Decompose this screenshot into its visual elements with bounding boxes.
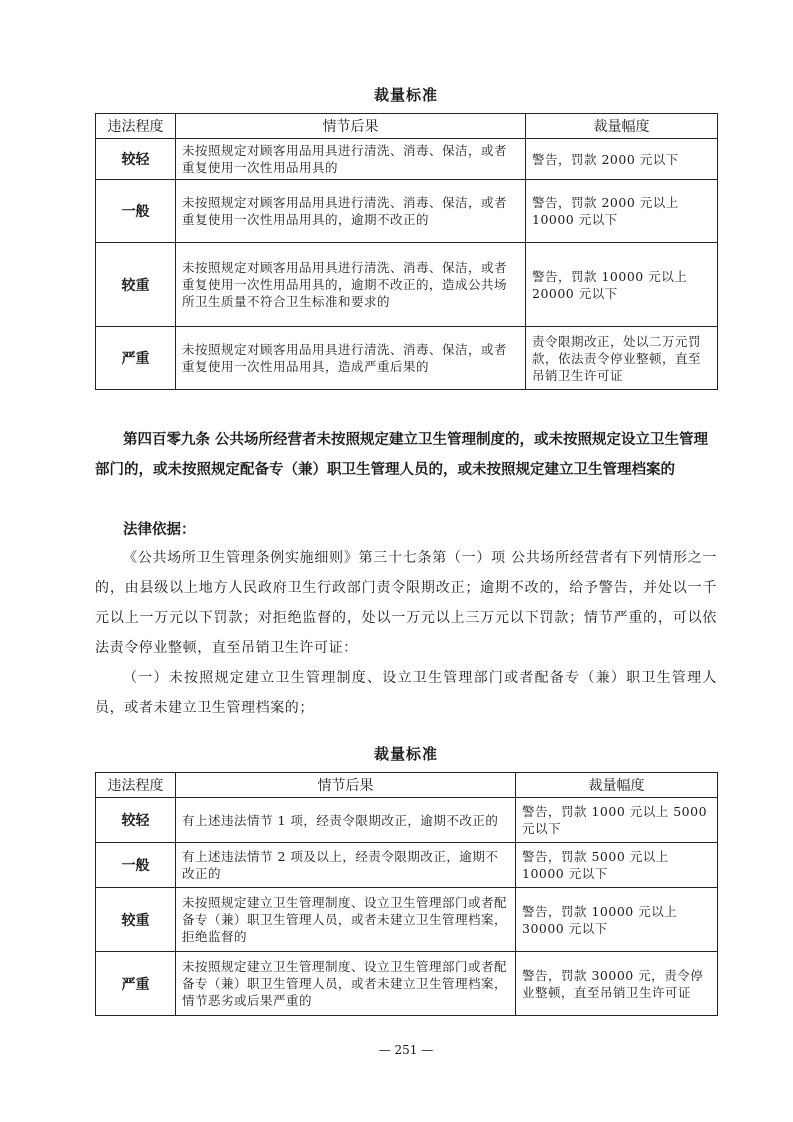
circumstance-cell: 未按照规定对顾客用品用具进行清洗、消毒、保洁，或者重复使用一次性用品用具的 [176,139,526,180]
article-heading: 第四百零九条 公共场所经营者未按照规定建立卫生管理制度的，或未按照规定设立卫生管理部门的，或未按照规定配备专（兼）职卫生管理人员的，或未按照规定建立卫生管理档案的 [95,432,709,478]
table-row [96,952,718,1016]
penalty-cell: 警告，罚款 2000 元以下 [526,139,718,180]
table-row [96,327,718,390]
legal-basis-text: 《公共场所卫生管理条例实施细则》第三十七条第（一）项 公共场所经营者有下列情形之一的，由县级以上地方人民政府卫生行政部门责令限期改正；逾期不改的，给予警告，并处以一千元以上一万元以下罚款；对拒绝监督的，处以一万元以上三万元以下罚款；情节严重的，可以依法责令停业整顿，直至吊销卫生许可证： [95,550,717,656]
circumstance-cell: 未按照规定建立卫生管理制度、设立卫生管理部门或者配备专（兼）职卫生管理人员，或者未建立卫生管理档案，拒绝监督的 [176,888,516,952]
level-cell: 一般 [96,843,176,888]
circumstance-cell: 有上述违法情节 2 项及以上，经责令限期改正，逾期不改正的 [176,843,516,888]
level-cell: 较重 [96,888,176,952]
table-row [96,180,718,243]
table-row [96,139,718,180]
level-cell: 较轻 [96,798,176,843]
table2-caption: 裁量标准 [373,745,438,763]
page-number: — 251 — [378,1043,434,1057]
level-cell: 严重 [96,327,176,390]
header-circumstance: 情节后果 [176,114,526,139]
circumstance-cell: 未按照规定对顾客用品用具进行清洗、消毒、保洁，或者重复使用一次性用品用具的，逾期不改正的 [176,180,526,243]
table2-discretion-standard [95,772,718,1016]
penalty-cell: 警告，罚款 10000 元以上 30000 元以下 [516,888,718,952]
level-cell: 较重 [96,243,176,327]
level-cell: 一般 [96,180,176,243]
penalty-cell: 警告，罚款 1000 元以上 5000 元以下 [516,798,718,843]
table1-header-row [96,114,718,139]
table1-caption: 裁量标准 [373,86,438,104]
legal-basis-item: （一）未按照规定建立卫生管理制度、设立卫生管理部门或者配备专（兼）职卫生管理人员，或者未建立卫生管理档案的； [95,670,717,716]
header-penalty: 裁量幅度 [516,773,718,798]
circumstance-cell: 有上述违法情节 1 项，经责令限期改正，逾期不改正的 [176,798,516,843]
table-row [96,243,718,327]
header-level: 违法程度 [96,773,176,798]
table1-discretion-standard [95,113,718,390]
table-row [96,843,718,888]
header-circumstance: 情节后果 [176,773,516,798]
circumstance-cell: 未按照规定建立卫生管理制度、设立卫生管理部门或者配备专（兼）职卫生管理人员，或者未建立卫生管理档案，情节恶劣或后果严重的 [176,952,516,1016]
penalty-cell: 警告，罚款 10000 元以上 20000 元以下 [526,243,718,327]
table2-header-row [96,773,718,798]
circumstance-cell: 未按照规定对顾客用品用具进行清洗、消毒、保洁，或者重复使用一次性用品用具，造成严重后果的 [176,327,526,390]
circumstance-cell: 未按照规定对顾客用品用具进行清洗、消毒、保洁，或者重复使用一次性用品用具的，逾期不改正的，造成公共场所卫生质量不符合卫生标准和要求的 [176,243,526,327]
penalty-cell: 警告，罚款 2000 元以上 10000 元以下 [526,180,718,243]
penalty-cell: 警告，罚款 5000 元以上 10000 元以下 [516,843,718,888]
penalty-cell: 责令限期改正，处以二万元罚款，依法责令停业整顿，直至吊销卫生许可证 [526,327,718,390]
header-level: 违法程度 [96,114,176,139]
legal-basis-title: 法律依据： [123,522,196,538]
level-cell: 较轻 [96,139,176,180]
header-penalty: 裁量幅度 [526,114,718,139]
table-row [96,798,718,843]
table-row [96,888,718,952]
level-cell: 严重 [96,952,176,1016]
penalty-cell: 警告，罚款 30000 元，责令停业整顿，直至吊销卫生许可证 [516,952,718,1016]
